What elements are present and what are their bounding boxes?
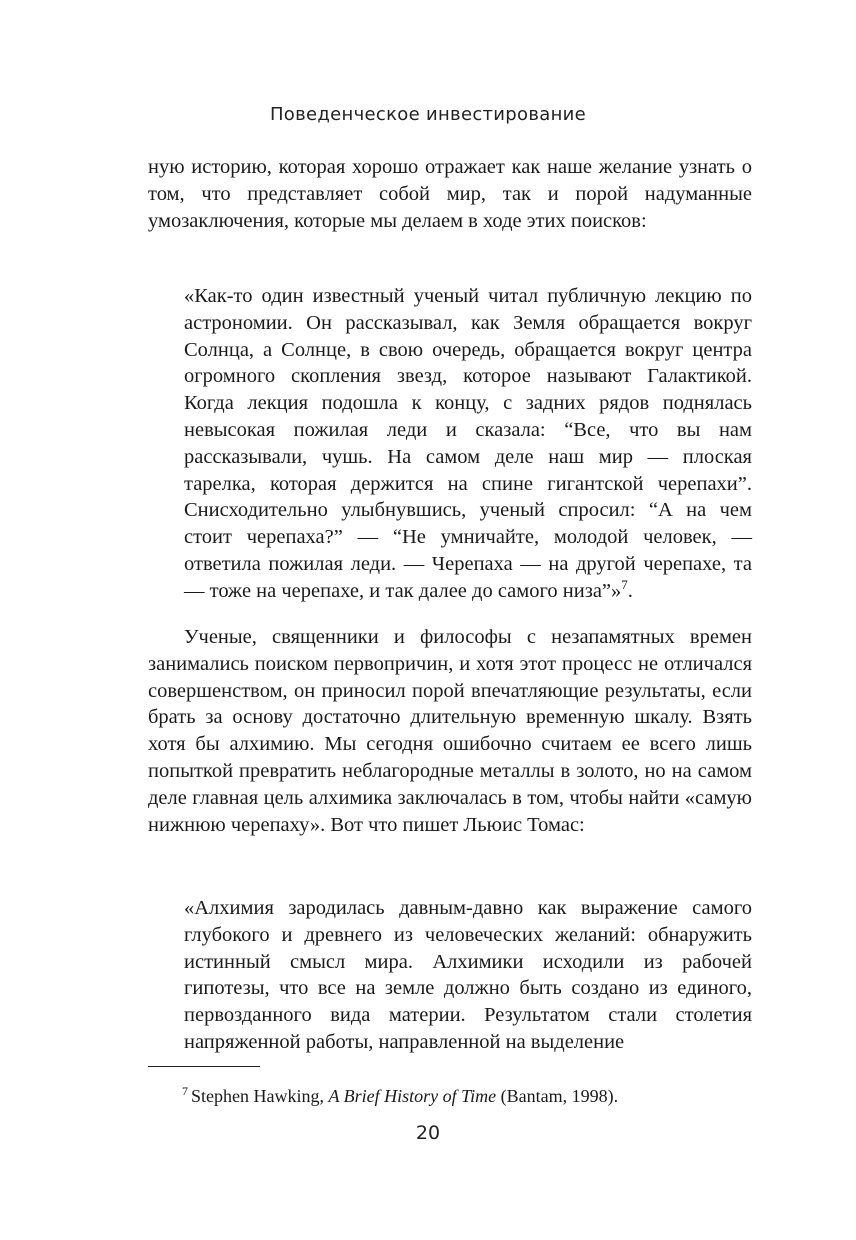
footnote-publisher: (Bantam, 1998). — [500, 1086, 619, 1106]
footnote-number: 7 — [182, 1084, 188, 1098]
footnote-author: Stephen Hawking, — [191, 1086, 324, 1106]
paragraph-continuation — [148, 154, 752, 234]
quote-text: «Как-то один известный ученый читал публичную лекцию по астрономии. Он рассказывал, как Земля обращается вокруг Солнца, а Солнце, в свою очередь, обращается вокруг центра огромного скопления звезд, которое называют Галактикой. Когда лекция подошла к концу, с задних рядов поднялась невысокая пожилая леди и сказала: “Все, что вы нам рассказывали, чушь. На самом деле наш мир — плоская тарелка, которая держится на спине гигантской черепахи”. Снисходительно улыбнувшись, ученый спросил: “А на чем стоит черепаха?” — “Не умничайте, молодой человек, — ответила пожилая леди. — Черепаха — на другой черепахе, та — тоже на черепахе, и так далее до самого низа”»$^7$. — [184, 285, 752, 602]
footnote-reference[interactable]: 7 — [621, 576, 628, 592]
block-quote-hawking — [184, 283, 752, 605]
paragraph-text: ную историю, которая хорошо отражает как наше желание узнать о том, что представляет собой мир, так и порой надуманные умозаключения, которые мы делаем в ходе этих поисков: — [148, 156, 752, 232]
footnote-divider — [148, 1066, 260, 1067]
block-quote-thomas — [184, 895, 752, 1056]
page-number: 20 — [415, 1122, 441, 1144]
quote-body: «Как-то один известный ученый читал публичную лекцию по астрономии. Он рассказывал, как Земля обращается вокруг Солнца, а Солнце, в свою очередь, обращается вокруг центра огромного скопления звезд, которое называют Галактикой. Когда лекция подошла к концу, с задних рядов поднялась невысокая пожилая леди и сказала: “Все, что вы нам рассказывали, чушь. На самом деле наш мир — плоская тарелка, которая держится на спине гигантской черепахи”. Снисходительно улыбнувшись, ученый спросил: “А на чем стоит черепаха?” — “Не умничайте, молодой человек, — ответила пожилая леди. — Черепаха — на другой черепахе, та — тоже на черепахе, и так далее до самого низа”» — [184, 285, 752, 602]
footnote — [182, 1084, 752, 1108]
running-title: Поведенческое инвестирование — [269, 104, 587, 125]
paragraph-alchemy — [148, 624, 752, 838]
footnote-title: A Brief History of Time — [328, 1086, 497, 1106]
paragraph-text: Ученые, священники и философы с незапамятных времен занимались поиском первопричин, и хотя этот процесс не отличался совершенством, он приносил порой впечатляющие результаты, если брать за основу достаточно длительную временную шкалу. Взять хотя бы алхимию. Мы сегодня ошибочно считаем ее всего лишь попыткой превратить неблагородные металлы в золото, но на самом деле главная цель алхимика заключалась в том, чтобы найти «самую нижнюю черепаху». Вот что пишет Льюис Томас: — [148, 626, 752, 836]
quote-text: «Алхимия зародилась давным-давно как выражение самого глубокого и древнего из человеческих желаний: обнаружить истинный смысл мира. Алхимики исходили из рабочей гипотезы, что все на земле должно быть создано из единого, первозданного вида материи. Результатом стали столетия напряженной работы, направленной на выделение — [184, 897, 752, 1053]
